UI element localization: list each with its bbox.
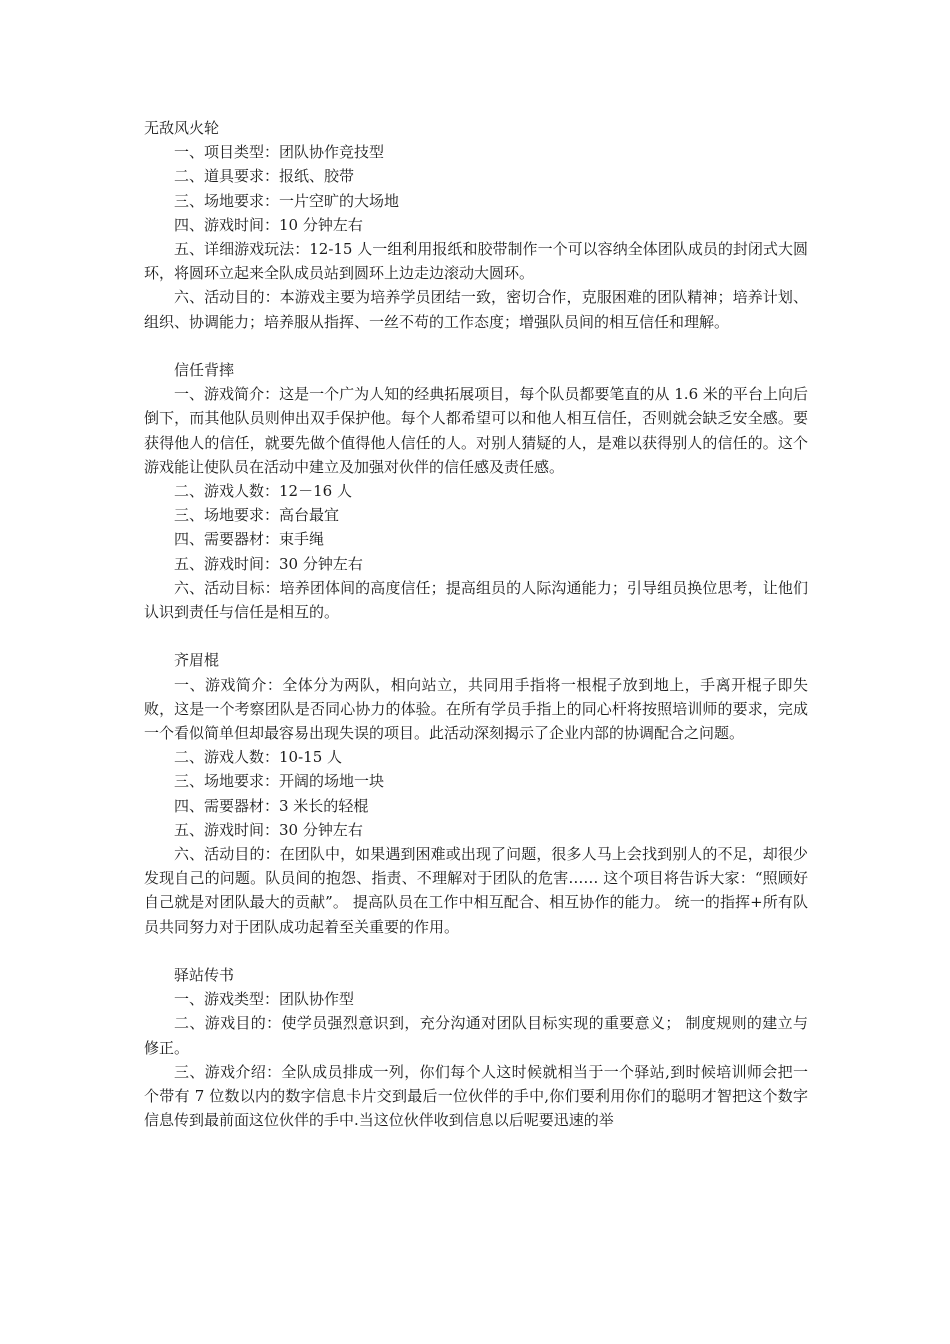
- paragraph: 二、游戏目的：使学员强烈意识到，充分沟通对团队目标实现的重要意义； 制度规则的建立与修正。: [144, 1014, 808, 1057]
- section-spacer: [144, 939, 808, 963]
- paragraph: 三、场地要求：高台最宜: [174, 506, 340, 525]
- paragraph: 三、场地要求：一片空旷的大场地: [174, 191, 400, 210]
- section-yizhan-chuanshu: [144, 963, 808, 1132]
- paragraph: 一、游戏简介：全体分为两队，相向站立，共同用手指将一根棍子放到地上，手离开棍子即失败，这是一个考察团队是否同心协力的体验。在所有学员手指上的同心杆将按照培训师的要求，完成一个看似简单但却最容易出现失误的项目。此活动深刻揭示了企业内部的协调配合之问题。: [144, 675, 808, 743]
- section-qimeigun: [144, 648, 808, 938]
- section-wudi-fenghuolun: [144, 116, 808, 334]
- paragraph: 六、活动目标：培养团体间的高度信任；提高组员的人际沟通能力；引导组员换位思考，让他们认识到责任与信任是相互的。: [144, 578, 808, 622]
- section-xinren-beishuai: [144, 358, 808, 624]
- paragraph: 四、需要器材：3 米长的轻棍: [174, 796, 369, 815]
- section-title: 驿站传书: [174, 966, 235, 985]
- section-title: 齐眉棍: [174, 651, 220, 670]
- paragraph: 五、游戏时间：30 分钟左右: [174, 820, 363, 839]
- paragraph: 五、详细游戏玩法：12-15 人一组利用报纸和胶带制作一个可以容纳全体团队成员的封闭式大圆环，将圆环立起来全队成员站到圆环上边走边滚动大圆环。: [144, 240, 808, 283]
- paragraph: 四、需要器材：束手绳: [174, 530, 325, 549]
- paragraph: 一、游戏简介：这是一个广为人知的经典拓展项目，每个队员都要笔直的从 1.6 米的平台上向后倒下，而其他队员则伸出双手保护他。每个人都希望可以和他人相互信任，否则就会缺乏安全感。要获得他人的信任，就要先做个值得他人信任的人。对别人猜疑的人，是难以获得别人的信任的。这个游戏能让使队员在活动中建立及加强对伙伴的信任感及责任感。: [144, 385, 808, 476]
- paragraph: 一、项目类型：团队协作竞技型: [174, 143, 385, 162]
- paragraph: 五、游戏时间：30 分钟左右: [174, 554, 363, 573]
- paragraph: 三、游戏介绍：全队成员排成一列，你们每个人这时候就相当于一个驿站,到时候培训师会把一个带有 7 位数以内的数字信息卡片交到最后一位伙伴的手中,你们要利用你们的聪明才智把这个数字信息传到最前面这位伙伴的手中.当这位伙伴收到信息以后呢要迅速的举: [144, 1062, 808, 1130]
- paragraph: 六、活动目的：在团队中，如果遇到困难或出现了问题，很多人马上会找到别人的不足，却很少发现自己的问题。队员间的抱怨、指责、不理解对于团队的危害…… 这个项目将告诉大家：“照顾好自己就是对团队最大的贡献”。 提高队员在工作中相互配合、相互协作的能力。 统一的指挥+所有队员共同努力对于团队成功起着至关重要的作用。: [144, 845, 808, 936]
- section-title: 信任背摔: [174, 361, 235, 380]
- paragraph: 三、场地要求：开阔的场地一块: [174, 772, 385, 791]
- section-spacer: [144, 334, 808, 358]
- paragraph: 一、游戏类型：团队协作型: [174, 990, 355, 1009]
- paragraph: 六、活动目的：本游戏主要为培养学员团结一致，密切合作，克服困难的团队精神；培养计划、组织、协调能力；培养服从指挥、一丝不苟的工作态度；增强队员间的相互信任和理解。: [144, 288, 808, 331]
- paragraph: 四、游戏时间：10 分钟左右: [174, 215, 363, 234]
- section-spacer: [144, 624, 808, 648]
- paragraph: 二、游戏人数：10-15 人: [174, 748, 343, 767]
- document-page: [144, 116, 808, 1132]
- paragraph: 二、道具要求：报纸、胶带: [174, 167, 355, 186]
- section-title: 无敌风火轮: [144, 119, 220, 137]
- paragraph: 二、游戏人数：12－16 人: [174, 482, 352, 501]
